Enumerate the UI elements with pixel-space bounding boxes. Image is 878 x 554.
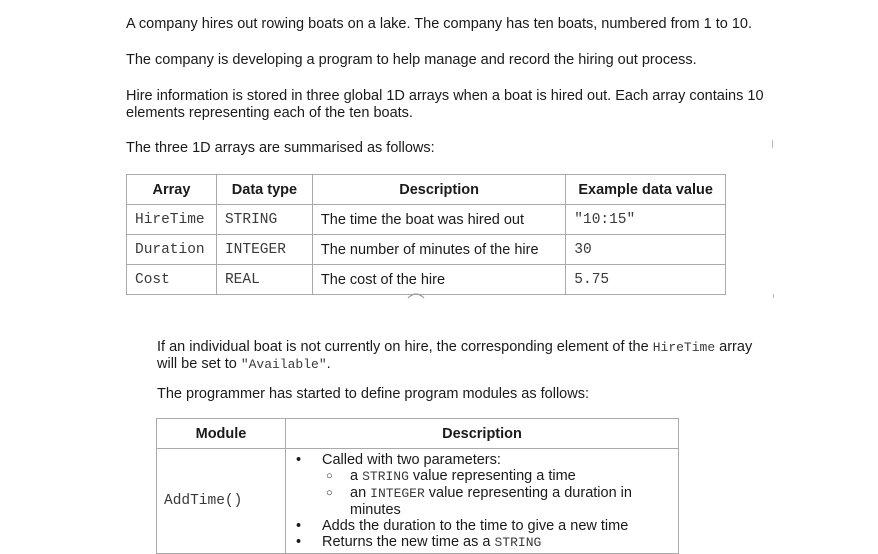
bullet-icon: •: [296, 534, 302, 550]
paragraph-intro: A company hires out rowing boats on a lake. The company has ten boats, numbered from 1 to 10.: [126, 16, 753, 32]
text-span: value representing a time: [408, 468, 576, 484]
cell-description: The number of minutes of the hire: [312, 235, 565, 265]
list-item: [292, 452, 672, 468]
cell-description: The time the boat was hired out: [312, 205, 565, 235]
circle-bullet-icon: ○: [326, 487, 333, 499]
text-span: .: [326, 356, 331, 372]
header-description: Description: [312, 175, 565, 205]
text-span: Called with two parameters:: [322, 452, 501, 468]
cell-example: 30: [566, 235, 726, 265]
table-row: [127, 265, 726, 295]
modules-table: [156, 418, 679, 554]
cell-example: 5.75: [566, 265, 726, 295]
cell-module: AddTime(): [157, 449, 286, 554]
table-row: [157, 449, 679, 554]
table-row: [127, 235, 726, 265]
header-data-type: Data type: [216, 175, 312, 205]
cell-description: [286, 449, 679, 554]
code-hiretime: HireTime: [652, 340, 716, 355]
text-span: If an individual boat is not currently on hire, the corresponding element of the: [157, 339, 653, 355]
cell-array: HireTime: [127, 205, 217, 235]
paragraph-modules-intro: The programmer has started to define program modules as follows:: [157, 386, 589, 402]
text-span: a: [350, 468, 363, 484]
cell-data-type: STRING: [216, 205, 312, 235]
arrays-table: [126, 174, 726, 295]
circle-bullet-icon: ○: [326, 470, 333, 482]
cell-description: The cost of the hire: [312, 265, 565, 295]
header-example: Example data value: [566, 175, 726, 205]
table-row: [127, 205, 726, 235]
text-span: an: [350, 485, 371, 501]
paragraph-summary-intro: The three 1D arrays are summarised as follows:: [126, 140, 435, 156]
cell-example: "10:15": [566, 205, 726, 235]
code-string: STRING: [362, 469, 409, 484]
scan-artifact-arc: [407, 291, 425, 299]
list-item: [292, 518, 672, 534]
paragraph-available: [157, 339, 757, 373]
header-module: Module: [157, 419, 286, 449]
text-span: Returns the new time as a: [322, 534, 495, 550]
text-span: array will be set to: [157, 339, 753, 372]
cell-array: Duration: [127, 235, 217, 265]
list-item: [292, 485, 672, 518]
margin-mark: [772, 140, 773, 148]
header-array: Array: [127, 175, 217, 205]
header-description: Description: [286, 419, 679, 449]
bullet-icon: •: [296, 452, 302, 468]
code-string: STRING: [494, 535, 542, 550]
cell-data-type: REAL: [216, 265, 312, 295]
text-span: Adds the duration to the time to give a new time: [322, 518, 629, 534]
paragraph-program: The company is developing a program to help manage and record the hiring out process.: [126, 52, 697, 68]
bullet-icon: •: [296, 518, 302, 534]
paragraph-arrays: Hire information is stored in three global 1D arrays when a boat is hired out. Each array contains 10 elements representing each of the ten boats.: [126, 88, 764, 121]
list-item: [292, 468, 672, 485]
code-integer: INTEGER: [370, 486, 425, 501]
text-span: value representing a duration in minutes: [350, 485, 632, 518]
table-header-row: [157, 419, 679, 449]
code-available: "Available": [240, 357, 327, 372]
list-item: [292, 534, 672, 551]
cell-data-type: INTEGER: [216, 235, 312, 265]
margin-mark: [773, 294, 774, 298]
cell-array: Cost: [127, 265, 217, 295]
table-header-row: [127, 175, 726, 205]
